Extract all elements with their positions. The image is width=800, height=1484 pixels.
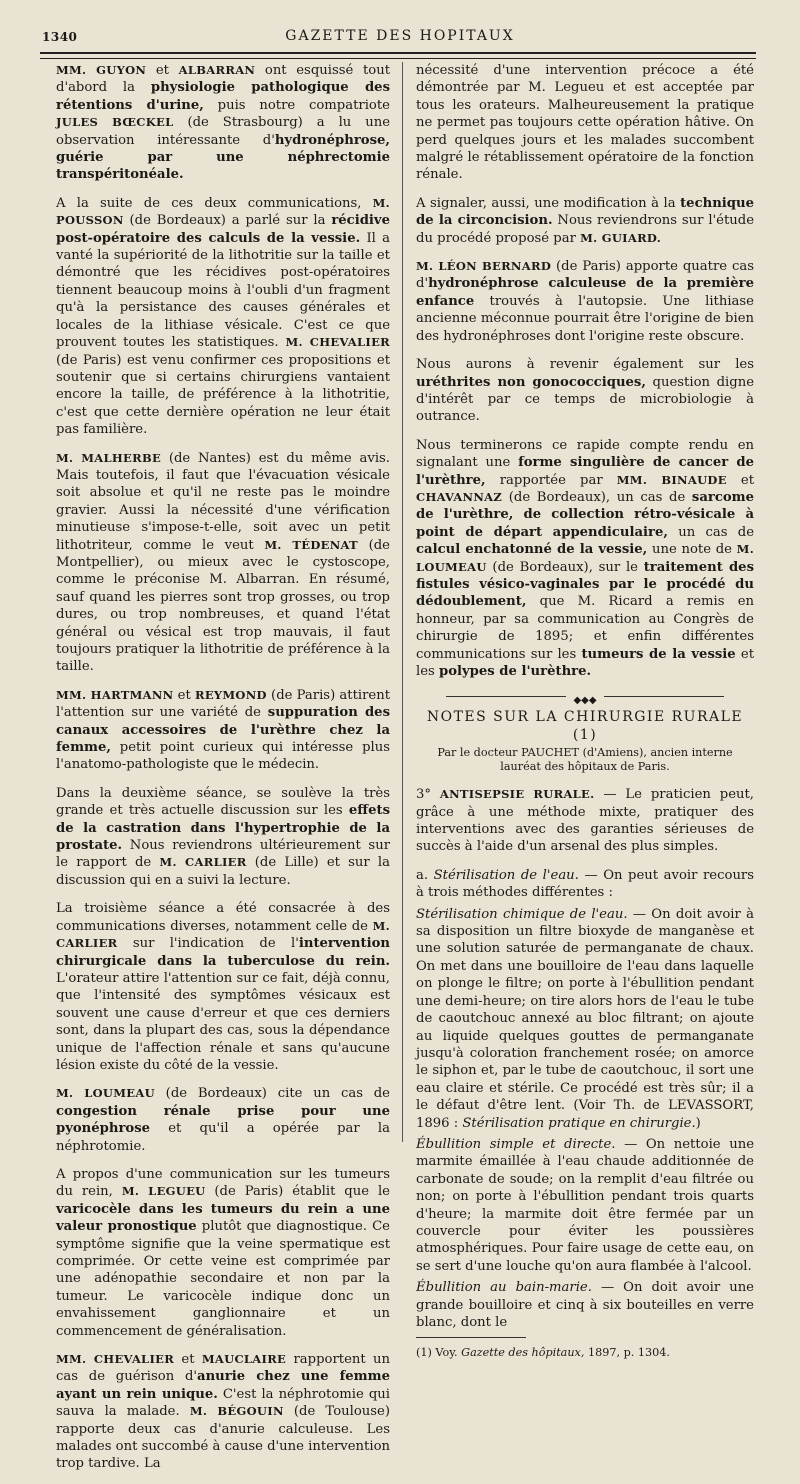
text-run: plutôt que diagnostique. Ce symptôme signifie que la veine spermatique est comprimée. Or cette veine est comprimée par une adénopathie secondaire et non par la tumeur. Le varicocèle indique donc un envahissement ganglionnaire et un commencement de généralisation.: [56, 1219, 390, 1339]
text-run: (de Toulouse) rapporte deux cas d'anurie calculeuse. Les malades ont succombé à cause d'une intervention trop tardive. La: [56, 1404, 391, 1472]
text-run: M. MALHERBE: [56, 450, 162, 465]
text-run: — On doit avoir à sa disposition un filtre bioxyde de manganèse et une solution saturée de permanganate de chaux. On met dans une bouilloire de l'eau dans laquelle on plonge le filtre; on porte à l'ébullition pendant une demi-heure; on tire alors hors de l'eau le tube de caoutchouc annexé au bloc filtrant; on ajoute au liquide quelques gouttes de permanganate jusqu'à coloration franchement rosée; on amorce le siphon et, par le tube de caoutchouc, il sort une eau claire et stérile. Ce procédé est très sûr; il a le défaut d'être lent. (Voir Th. de LEVASSORT, 1896 :: [416, 906, 754, 1131]
text-run: M. TÉDENAT: [264, 537, 358, 552]
paragraph: [416, 867, 754, 902]
text-run: (de Bordeaux), sur le: [486, 559, 644, 575]
text-run: ont esquissé tout d'abord la: [56, 63, 390, 96]
text-run: tumeurs de la vessie: [581, 646, 736, 662]
header-rule-thin: [40, 58, 756, 59]
text-run: récidive post-opératoire des calculs de la vessie.: [56, 213, 390, 246]
text-run: une note de: [647, 542, 737, 558]
text-run: et: [174, 1352, 202, 1368]
text-run: congestion rénale prise pour une pyonéphrose: [56, 1103, 390, 1137]
right-column-top: [416, 62, 754, 680]
text-run: JULES BŒCKEL: [56, 115, 174, 130]
text-run: sarcome de l'urèthre, de collection rétro-vésicale à point de départ appendiculaire,: [416, 489, 754, 540]
text-run: et les: [416, 646, 755, 679]
text-run: Stérilisation de l'eau.: [433, 867, 579, 883]
text-run: un cas de: [668, 524, 754, 540]
column-divider: [402, 62, 403, 1142]
text-run: technique de la circoncision.: [416, 195, 754, 229]
footnote-rule: [416, 1337, 526, 1338]
text-run: (de Montpellier), ou mieux avec le cystoscope, comme le préconise M. Albarran. En résumé, sauf quand les pierres sont trop grosses, ou trop dures, ou trop nombreuses, et quand l'état général ou vésical est trop mauvais, il faut toujours pratiquer la lithotritie de préférence à la taille.: [56, 537, 390, 675]
text-run: — On doit avoir une grande bouilloire et cinq à six bouteilles en verre blanc, dont le: [416, 1280, 754, 1330]
text-run: Ébullition au bain-marie.: [416, 1280, 592, 1296]
text-run: rapportée par: [485, 472, 617, 488]
text-run: M. LEGUEU: [121, 1184, 206, 1199]
text-run: MAUCLAIRE: [201, 1352, 287, 1367]
text-run: Nous aurons à revenir également sur les: [416, 357, 754, 373]
text-run: rapportent un cas de guérison d': [56, 1352, 391, 1385]
text-run: suppuration des canaux accessoires de l'urèthre chez la femme,: [56, 705, 390, 756]
text-run: La troisième séance a été consacrée à des communications diverses, notamment celle de: [56, 901, 390, 934]
text-run: varicocèle dans les tumeurs du rein a une valeur pronostique: [56, 1201, 390, 1235]
text-run: Stérilisation pratique en chirurgie.: [462, 1115, 696, 1131]
text-run: — Le praticien peut, grâce à une méthode mixte, pratiquer des interventions avec des garanties sérieuses de succès à l'aide d'un arsenal des plus simples.: [416, 787, 754, 855]
paragraph: [56, 450, 390, 676]
paragraph: [56, 62, 390, 184]
text-run: M. POUSSON: [56, 195, 390, 228]
left-column: [56, 62, 390, 1484]
journal-title: GAZETTE DES HOPITAUX: [285, 28, 515, 44]
text-run: M. BÉGOUIN: [189, 1404, 284, 1419]
text-run: trouvés à l'autopsie. Une lithiase ancienne méconnue pourrait être l'origine de bien des hydronéphroses dont l'origine reste obscure.: [416, 293, 754, 344]
paragraph: [416, 62, 754, 184]
text-run: M. LOUMEAU: [416, 542, 755, 574]
text-run: hydronéphrose calculeuse de la première enfance: [416, 276, 754, 309]
text-run: Stérilisation chimique de l'eau.: [416, 906, 628, 922]
text-run: question digne d'intérêt par ce temps de microbiologie à outrance.: [416, 374, 754, 425]
text-run: (de Paris) établit que le: [205, 1184, 390, 1200]
text-run: M. LOUMEAU: [56, 1086, 155, 1101]
text-run: (de Paris) apporte quatre cas d': [416, 259, 754, 292]
text-run: (de Bordeaux), un cas de: [502, 489, 692, 505]
paragraph: [416, 1136, 754, 1275]
text-run: intervention chirurgicale dans la tuberculose du rein.: [56, 936, 390, 969]
right-column-bottom: [416, 786, 754, 1331]
text-run: 3°: [416, 787, 440, 803]
text-run: que M. Ricard a remis en honneur, par sa communication au Congrès de chirurgie de 1895; et enfin différentes communications sur les: [416, 594, 754, 662]
page-number: 1340: [42, 30, 78, 44]
text-run: M. GUIARD.: [580, 230, 662, 245]
footnote: [416, 1344, 754, 1361]
page-header: [42, 26, 758, 50]
paragraph: [416, 356, 754, 426]
text-run: (de Strasbourg) a lu une observation intéressante d': [56, 115, 391, 148]
paragraph: [56, 687, 390, 774]
text-run: A la suite de ces deux communications,: [56, 195, 373, 211]
paragraph: [56, 1351, 390, 1473]
text-run: physiologie pathologique des rétentions d'urine,: [56, 80, 390, 113]
text-run: ANTISEPSIE RURALE.: [439, 787, 595, 802]
text-run: forme singulière de cancer de l'urèthre,: [416, 455, 754, 488]
text-run: MM. BINAUDE: [616, 472, 727, 487]
text-run: MM. GUYON: [56, 63, 147, 77]
text-run: et: [726, 472, 754, 488]
text-run: MM. HARTMANN: [56, 687, 174, 702]
text-run: (de Bordeaux) a parlé sur la: [123, 213, 332, 229]
text-run: Dans la deuxième séance, se soulève la très grande et très actuelle discussion sur les: [56, 785, 390, 819]
text-run: uréthrites non gonococciques,: [416, 374, 646, 390]
text-run: REYMOND: [194, 687, 267, 702]
text-run: ALBARRAN: [178, 63, 256, 77]
text-run: (de Nantes) est du même avis. Mais toutefois, il faut que l'évacuation vésicale soit absolue et qu'il ne reste pas le moindre gravier. Aussi la nécessité d'une vérification minutieuse s'impose-t-elle, soit avec un petit lithotriteur, comme le veut: [56, 450, 390, 553]
paragraph: [56, 900, 390, 1074]
text-run: (de Bordeaux) cite un cas de: [154, 1086, 390, 1102]
text-run: M. CARLIER: [159, 855, 247, 870]
text-run: traitement des fistules vésico-vaginales par le procédé du dédoublement,: [416, 559, 754, 610]
text-run: MM. CHEVALIER: [56, 1352, 175, 1367]
text-run: (de Paris) est venu confirmer ces propositions et soutenir que si certains chirurgiens vantaient encore la taille, de préférence à la lithotritie, c'est que cette dernière opération ne leur était pas familière.: [56, 352, 390, 438]
text-run: ): [695, 1115, 701, 1131]
text-run: polypes de l'urèthre.: [438, 664, 592, 679]
text-run: petit point curieux qui intéresse plus l'anatomo-pathologiste que le médecin.: [56, 740, 390, 773]
text-run: Nous reviendrons sur l'étude du procédé proposé par: [416, 213, 755, 246]
text-run: et qu'il a opérée par la néphrotomie.: [56, 1121, 390, 1154]
text-run: A propos d'une communication sur les tumeurs du rein,: [56, 1166, 390, 1200]
text-run: — On peut avoir recours à trois méthodes différentes :: [416, 867, 755, 901]
paragraph: [416, 786, 754, 856]
text-run: M. CHEVALIER: [285, 335, 390, 350]
paragraph: [416, 258, 754, 345]
text-run: M. CARLIER: [56, 918, 390, 951]
text-run: C'est la néphrotomie qui sauva la malade.: [56, 1386, 390, 1420]
text-run: Nous reviendrons ultérieurement sur le rapport de: [56, 838, 390, 871]
paragraph: [416, 437, 754, 681]
paragraph: [416, 906, 754, 1132]
text-run: hydronéphrose, guérie par une néphrectomie transpéritonéale.: [56, 132, 390, 183]
text-run: 1897, p. 1304.: [584, 1346, 670, 1360]
text-run: et: [173, 687, 195, 703]
text-run: Gazette des hôpitaux,: [461, 1346, 585, 1360]
text-run: Nous terminerons ce rapide compte rendu en signalant une: [416, 437, 754, 471]
text-run: Il a vanté la supériorité de la lithotritie sur la taille et démontré que les récidives post-opératoires tiennent beaucoup moins à l'oubli d'un fragment qu'à la persistance des causes générales et locales de la lithiase vésicale. C'est ce que prouvent toutes les statistiques.: [56, 230, 390, 351]
paragraph: [416, 1279, 754, 1331]
text-run: CHAVANNAZ: [416, 489, 503, 504]
text-run: Ébullition simple et directe.: [416, 1136, 616, 1152]
text-run: (de Lille) et sur la discussion qui en a suivi la lecture.: [56, 855, 390, 888]
section-subtitle: Par le docteur PAUCHET (d'Amiens), ancien interne lauréat des hôpitaux de Paris.: [437, 746, 733, 774]
paragraph: [56, 785, 390, 889]
text-run: M. LÉON BERNARD: [416, 259, 552, 274]
text-run: calcul enchatonné de la vessie,: [416, 542, 648, 558]
paragraph: [416, 195, 754, 247]
right-column: [416, 62, 754, 1362]
text-run: puis notre compatriote: [203, 97, 390, 113]
text-run: nécessité d'une intervention précoce a été démontrée par M. Legueu et est acceptée par tous les orateurs. Malheureusement la pratique ne permet pas toujours cette opération hâtive. On perd quelques jours et les malades succombent malgré le rétablissement opératoire de la fonction rénale.: [416, 63, 754, 183]
paragraph: [56, 195, 390, 439]
text-run: effets de la castration dans l'hypertrophie de la prostate.: [56, 803, 390, 854]
header-rule: [40, 52, 756, 54]
text-run: anurie chez une femme ayant un rein unique.: [56, 1369, 390, 1402]
text-run: A signaler, aussi, une modification à la: [416, 195, 681, 211]
paragraph: [56, 1085, 390, 1155]
text-run: sur l'indication de l': [117, 936, 299, 952]
text-run: (de Paris) attirent l'attention sur une variété de: [56, 687, 390, 721]
section-ornament: ◆◆◆: [416, 691, 754, 701]
text-run: (1) Voy.: [416, 1346, 462, 1360]
text-run: et: [146, 63, 179, 78]
text-run: — On nettoie une marmite émaillée à l'eau chaude additionnée de carbonate de soude; on la remplit d'eau filtrée ou non; on porte à l'ébullition pendant trois quarts d'heure; la marmite doit être fermée par un couvercle pour éviter les poussières atmosphériques. Pour faire usage de cette eau, on se sert d'une louche qu'on aura flambée à l'alcool.: [416, 1136, 754, 1274]
paragraph: [56, 1166, 390, 1340]
section-title: NOTES SUR LA CHIRURGIE RURALE (1): [426, 709, 744, 743]
text-run: L'orateur attire l'attention sur ce fait, déjà connu, que l'intensité des symptômes vésicaux est souvent une cause d'erreur et que ces derniers sont, dans la plupart des cas, sous la dépendance unique de l'affection rénale et sans qu'aucune lésion existe du côté de la vessie.: [56, 970, 390, 1073]
text-run: a.: [416, 867, 434, 883]
